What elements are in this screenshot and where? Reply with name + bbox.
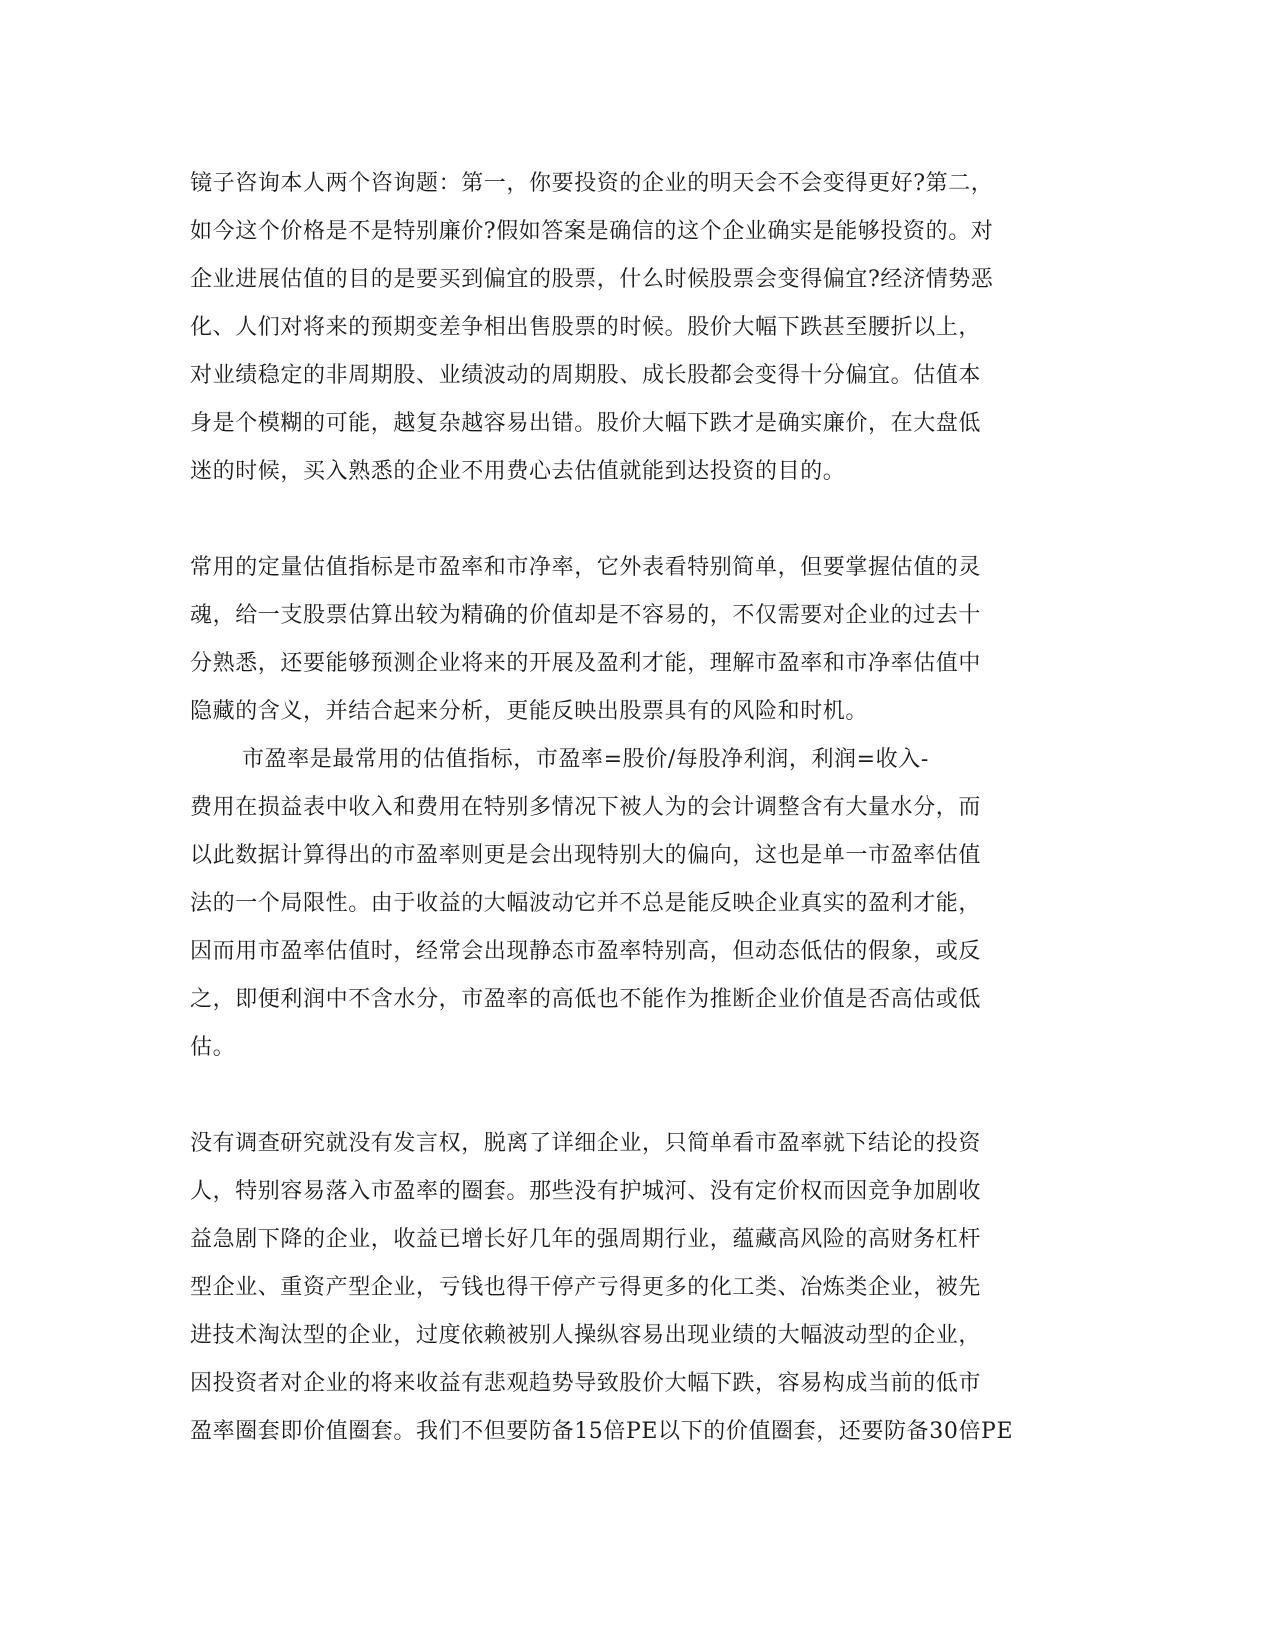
text-line: 因而用市盈率估值时，经常会出现静态市盈率特别高，但动态低估的假象，或反 bbox=[190, 939, 982, 964]
text-line: 市盈率是最常用的估值指标，市盈率=股价/每股净利润，利润=收入- bbox=[242, 747, 929, 772]
paragraph-2 bbox=[190, 544, 1065, 736]
text-line: 费用在损益表中收入和费用在特别多情况下被人为的会计调整含有大量水分，而 bbox=[190, 795, 982, 820]
text-line: 身是个模糊的可能，越复杂越容易出错。股价大幅下跌才是确实廉价，在大盘低 bbox=[190, 411, 982, 436]
text-line: 隐藏的含义，并结合起来分析，更能反映出股票具有的风险和时机。 bbox=[190, 699, 869, 724]
text-line: 估。 bbox=[190, 1035, 236, 1060]
text-line: 进技术淘汰型的企业，过度依赖被别人操纵容易出现业绩的大幅波动型的企业， bbox=[190, 1323, 982, 1348]
text-line: 之，即便利润中不含水分，市盈率的高低也不能作为推断企业价值是否高估或低 bbox=[190, 987, 982, 1012]
text-line: 没有调查研究就没有发言权，脱离了详细企业，只简单看市盈率就下结论的投资 bbox=[190, 1131, 982, 1156]
paragraph-gap bbox=[190, 1072, 1065, 1120]
text-line: 如今这个价格是不是特别廉价?假如答案是确信的这个企业确实是能够投资的。对 bbox=[190, 219, 994, 244]
paragraph-3 bbox=[190, 736, 1065, 1072]
paragraph-4 bbox=[190, 1120, 1065, 1456]
text-line: 益急剧下降的企业，收益已增长好几年的强周期行业，蕴藏高风险的高财务杠杆 bbox=[190, 1227, 982, 1252]
text-line: 魂，给一支股票估算出较为精确的价值却是不容易的，不仅需要对企业的过去十 bbox=[190, 603, 982, 628]
text-line: 法的一个局限性。由于收益的大幅波动它并不总是能反映企业真实的盈利才能， bbox=[190, 891, 982, 916]
text-line: 迷的时候，买入熟悉的企业不用费心去估值就能到达投资的目的。 bbox=[190, 459, 846, 484]
text-line: 常用的定量估值指标是市盈率和市净率，它外表看特别简单，但要掌握估值的灵 bbox=[190, 555, 982, 580]
text-line: 盈率圈套即价值圈套。我们不但要防备15倍PE以下的价值圈套，还要防备30倍PE bbox=[190, 1419, 1014, 1444]
text-line: 镜子咨询本人两个咨询题：第一，你要投资的企业的明天会不会变得更好?第二， bbox=[190, 171, 994, 196]
text-line: 型企业、重资产型企业，亏钱也得干停产亏得更多的化工类、冶炼类企业，被先 bbox=[190, 1275, 982, 1300]
text-line: 以此数据计算得出的市盈率则更是会出现特别大的偏向，这也是单一市盈率估值 bbox=[190, 843, 982, 868]
document-body bbox=[190, 160, 1065, 1456]
paragraph-1 bbox=[190, 160, 1065, 496]
text-line: 对业绩稳定的非周期股、业绩波动的周期股、成长股都会变得十分偏宜。估值本 bbox=[190, 363, 982, 388]
paragraph-gap bbox=[190, 496, 1065, 544]
text-line: 化、人们对将来的预期变差争相出售股票的时候。股价大幅下跌甚至腰折以上， bbox=[190, 315, 982, 340]
text-line: 分熟悉，还要能够预测企业将来的开展及盈利才能，理解市盈率和市净率估值中 bbox=[190, 651, 982, 676]
text-line: 人，特别容易落入市盈率的圈套。那些没有护城河、没有定价权而因竞争加剧收 bbox=[190, 1179, 982, 1204]
text-line: 企业进展估值的目的是要买到偏宜的股票，什么时候股票会变得偏宜?经济情势恶 bbox=[190, 267, 994, 292]
text-line: 因投资者对企业的将来收益有悲观趋势导致股价大幅下跌，容易构成当前的低市 bbox=[190, 1371, 982, 1396]
